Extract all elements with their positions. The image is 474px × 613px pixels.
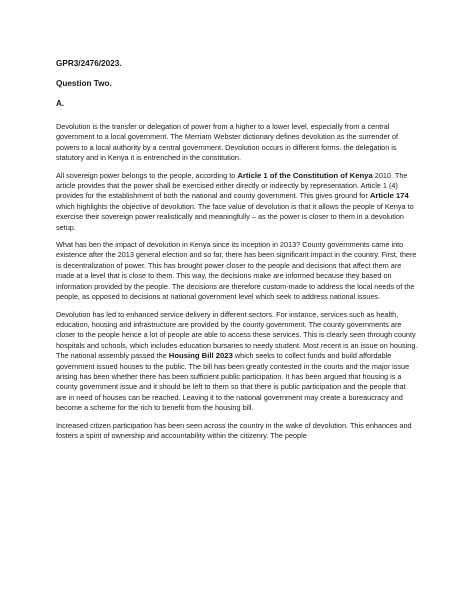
- housing-bill-reference: Housing Bill 2023: [168, 351, 233, 361]
- paragraph-text: which seeks to collect funds and build affordable government issued houses to the public. The bill has been greatly contested in the courts and the major issue arising has been whether there has been sufficient public participation. It has been argued that housing is a county government issue and it should be left to them so that there is public participation and the people that are in need of houses can be reached. Leaving it to the national government may create a bureaucracy and become a scheme for the rich to benefit from the housing bill.: [56, 351, 410, 413]
- paragraph-citizen-participation: Increased citizen participation has been seen across the country in the wake of devolution. This enhances and fosters a spirit of ownership and accountability within the citizenry. The people: [56, 420, 412, 440]
- paragraph-impact: What has ben the impact of devolution in Kenya since its inception in 2013? County governments came into existence after the 2013 general election and so far, there has been significant impact in the country. First, there is decentralization of power. This has brought power closer to the people and decisions that affect them are made at a level that is close to them. This way, the decisions make are informed because they based on information provided by the people. The decisions are therefore custom-made to address the local needs of the people, as opposed to decisions at national government level which seek to address national issues.: [56, 240, 417, 302]
- paragraph-text: Devolution has led to enhanced service delivery in different sectors. For instance, services such as health, education, housing and infrastructure are provided by the county government. The county governments are closer to the people hence a lot of people are able to access these services. This is clearly seen through county hospitals and schools, which includes education bursaries to needy student. Most recent is an issue on housing. The national assembly passed the: [56, 309, 418, 361]
- question-heading: Question Two.: [56, 79, 112, 88]
- document-reference: GPR3/2476/2023.: [56, 59, 122, 68]
- paragraph-service-delivery: [56, 310, 418, 414]
- section-heading: A.: [56, 99, 65, 108]
- article-1-reference: Article 1 of the Constitution of Kenya: [237, 170, 373, 180]
- article-174-reference: Article 174: [369, 191, 409, 201]
- paragraph-sovereign-power: [56, 171, 418, 233]
- paragraph-definition: Devolution is the transfer or delegation of power from a higher to a lower level, especially from a central government to a local government. The Merriam Webster dictionary defines devolution as the surrender of powers to a local authority by a central government. Devolution occurs in different forms. the delegation is statutory and in Kenya it is entrenched in the constitution.: [56, 122, 399, 163]
- paragraph-text: 2010. The article provides that the power shall be exercised either directly or indirectly by representation. Article 1 (4) provides for the establishment of both the national and county government. This gives ground for: [56, 170, 408, 201]
- paragraph-text: which highlights the objective of devolution. The face value of devolution is that it allows the people of Kenya to exercise their sovereign power realistically and meaningfully – as the power is closer to them in a devolution setup.: [56, 201, 414, 232]
- paragraph-text: All sovereign power belongs to the people, according to: [56, 170, 238, 180]
